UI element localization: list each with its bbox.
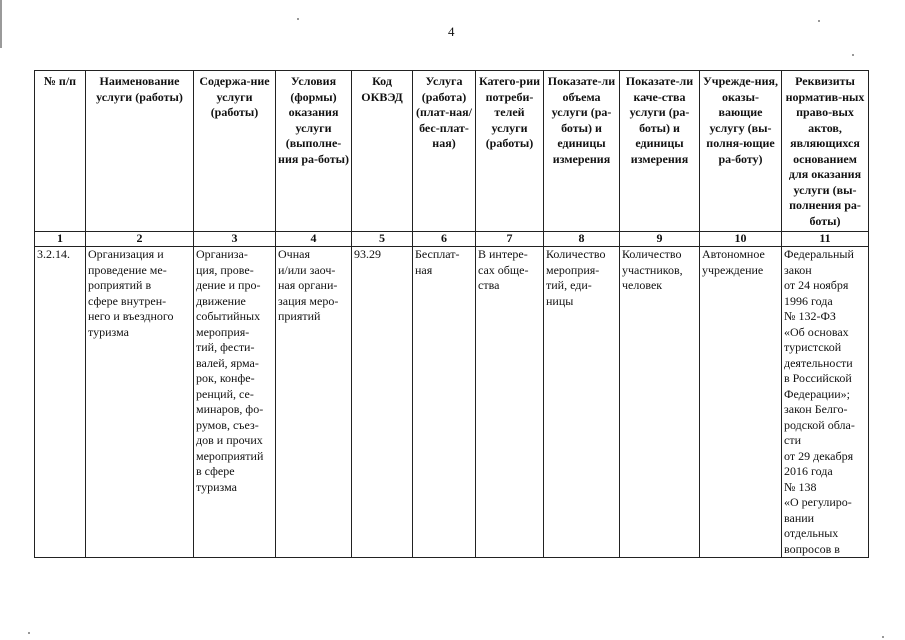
header-cell: № п/п — [35, 71, 86, 232]
header-cell: Услуга (работа) (плат-ная/ бес-плат-ная) — [413, 71, 476, 232]
header-cell: Катего-рии потреби-телей услуги (работы) — [476, 71, 544, 232]
column-number: 2 — [86, 232, 194, 247]
service-content-cell: Организа- ция, прове- дение и про- движение событийных мероприя- тий, фести- валей, ярма- рок, конфе- ренций, се- минаров, фо- румов, съез- дов и прочих мероприятий в сфере туризма — [194, 247, 276, 558]
volume-indicator-cell: Количество мероприя- тий, еди- ницы — [544, 247, 620, 558]
header-cell: Код ОКВЭД — [352, 71, 413, 232]
header-cell: Содержа-ние услуги (работы) — [194, 71, 276, 232]
column-number: 7 — [476, 232, 544, 247]
column-number: 1 — [35, 232, 86, 247]
header-cell: Реквизиты норматив-ных право-вых актов, являющихся основанием для оказания услуги (вы-полнения ра-боты) — [782, 71, 869, 232]
row-number-cell: 3.2.14. — [35, 247, 86, 558]
column-number: 3 — [194, 232, 276, 247]
column-number: 8 — [544, 232, 620, 247]
okved-code-cell: 93.29 — [352, 247, 413, 558]
column-number-row — [35, 232, 869, 247]
page-edge-mark — [0, 0, 2, 48]
column-number: 10 — [700, 232, 782, 247]
service-name-cell: Организация и проведение ме- роприятий в сфере внутрен- него и въездного туризма — [86, 247, 194, 558]
paid-free-cell: Бесплат- ная — [413, 247, 476, 558]
header-cell: Показате-ли объема услуги (ра-боты) и единицы измерения — [544, 71, 620, 232]
column-number: 11 — [782, 232, 869, 247]
scan-speck — [818, 20, 820, 22]
scan-speck — [882, 636, 884, 638]
scan-speck — [852, 54, 854, 56]
header-cell: Наименование услуги (работы) — [86, 71, 194, 232]
column-number: 5 — [352, 232, 413, 247]
header-cell: Показате-ли каче-ства услуги (ра-боты) и единицы измерения — [620, 71, 700, 232]
page-number: 4 — [448, 24, 455, 39]
scan-speck — [28, 632, 30, 634]
institution-cell: Автономное учреждение — [700, 247, 782, 558]
consumer-category-cell: В интере- сах обще- ства — [476, 247, 544, 558]
column-number: 6 — [413, 232, 476, 247]
service-form-cell: Очная и/или заоч- ная органи- зация меро- приятий — [276, 247, 352, 558]
header-cell: Учрежде-ния, оказы-вающие услугу (вы-полня-ющие ра-боту) — [700, 71, 782, 232]
legal-acts-cell: Федеральный закон от 24 ноября 1996 года № 132-ФЗ «Об основах туристской деятельности в Российской Федерации»; закон Белго- родской обла- сти от 29 декабря 2016 года № 138 «О регулиро- вании отдельных вопросов в — [782, 247, 869, 558]
column-number: 9 — [620, 232, 700, 247]
quality-indicator-cell: Количество участников, человек — [620, 247, 700, 558]
column-number: 4 — [276, 232, 352, 247]
header-row — [35, 71, 869, 232]
scan-speck — [297, 18, 299, 20]
table-row — [35, 247, 869, 558]
services-table — [34, 70, 869, 558]
header-cell: Условия (формы) оказания услуги (выполне-ния ра-боты) — [276, 71, 352, 232]
